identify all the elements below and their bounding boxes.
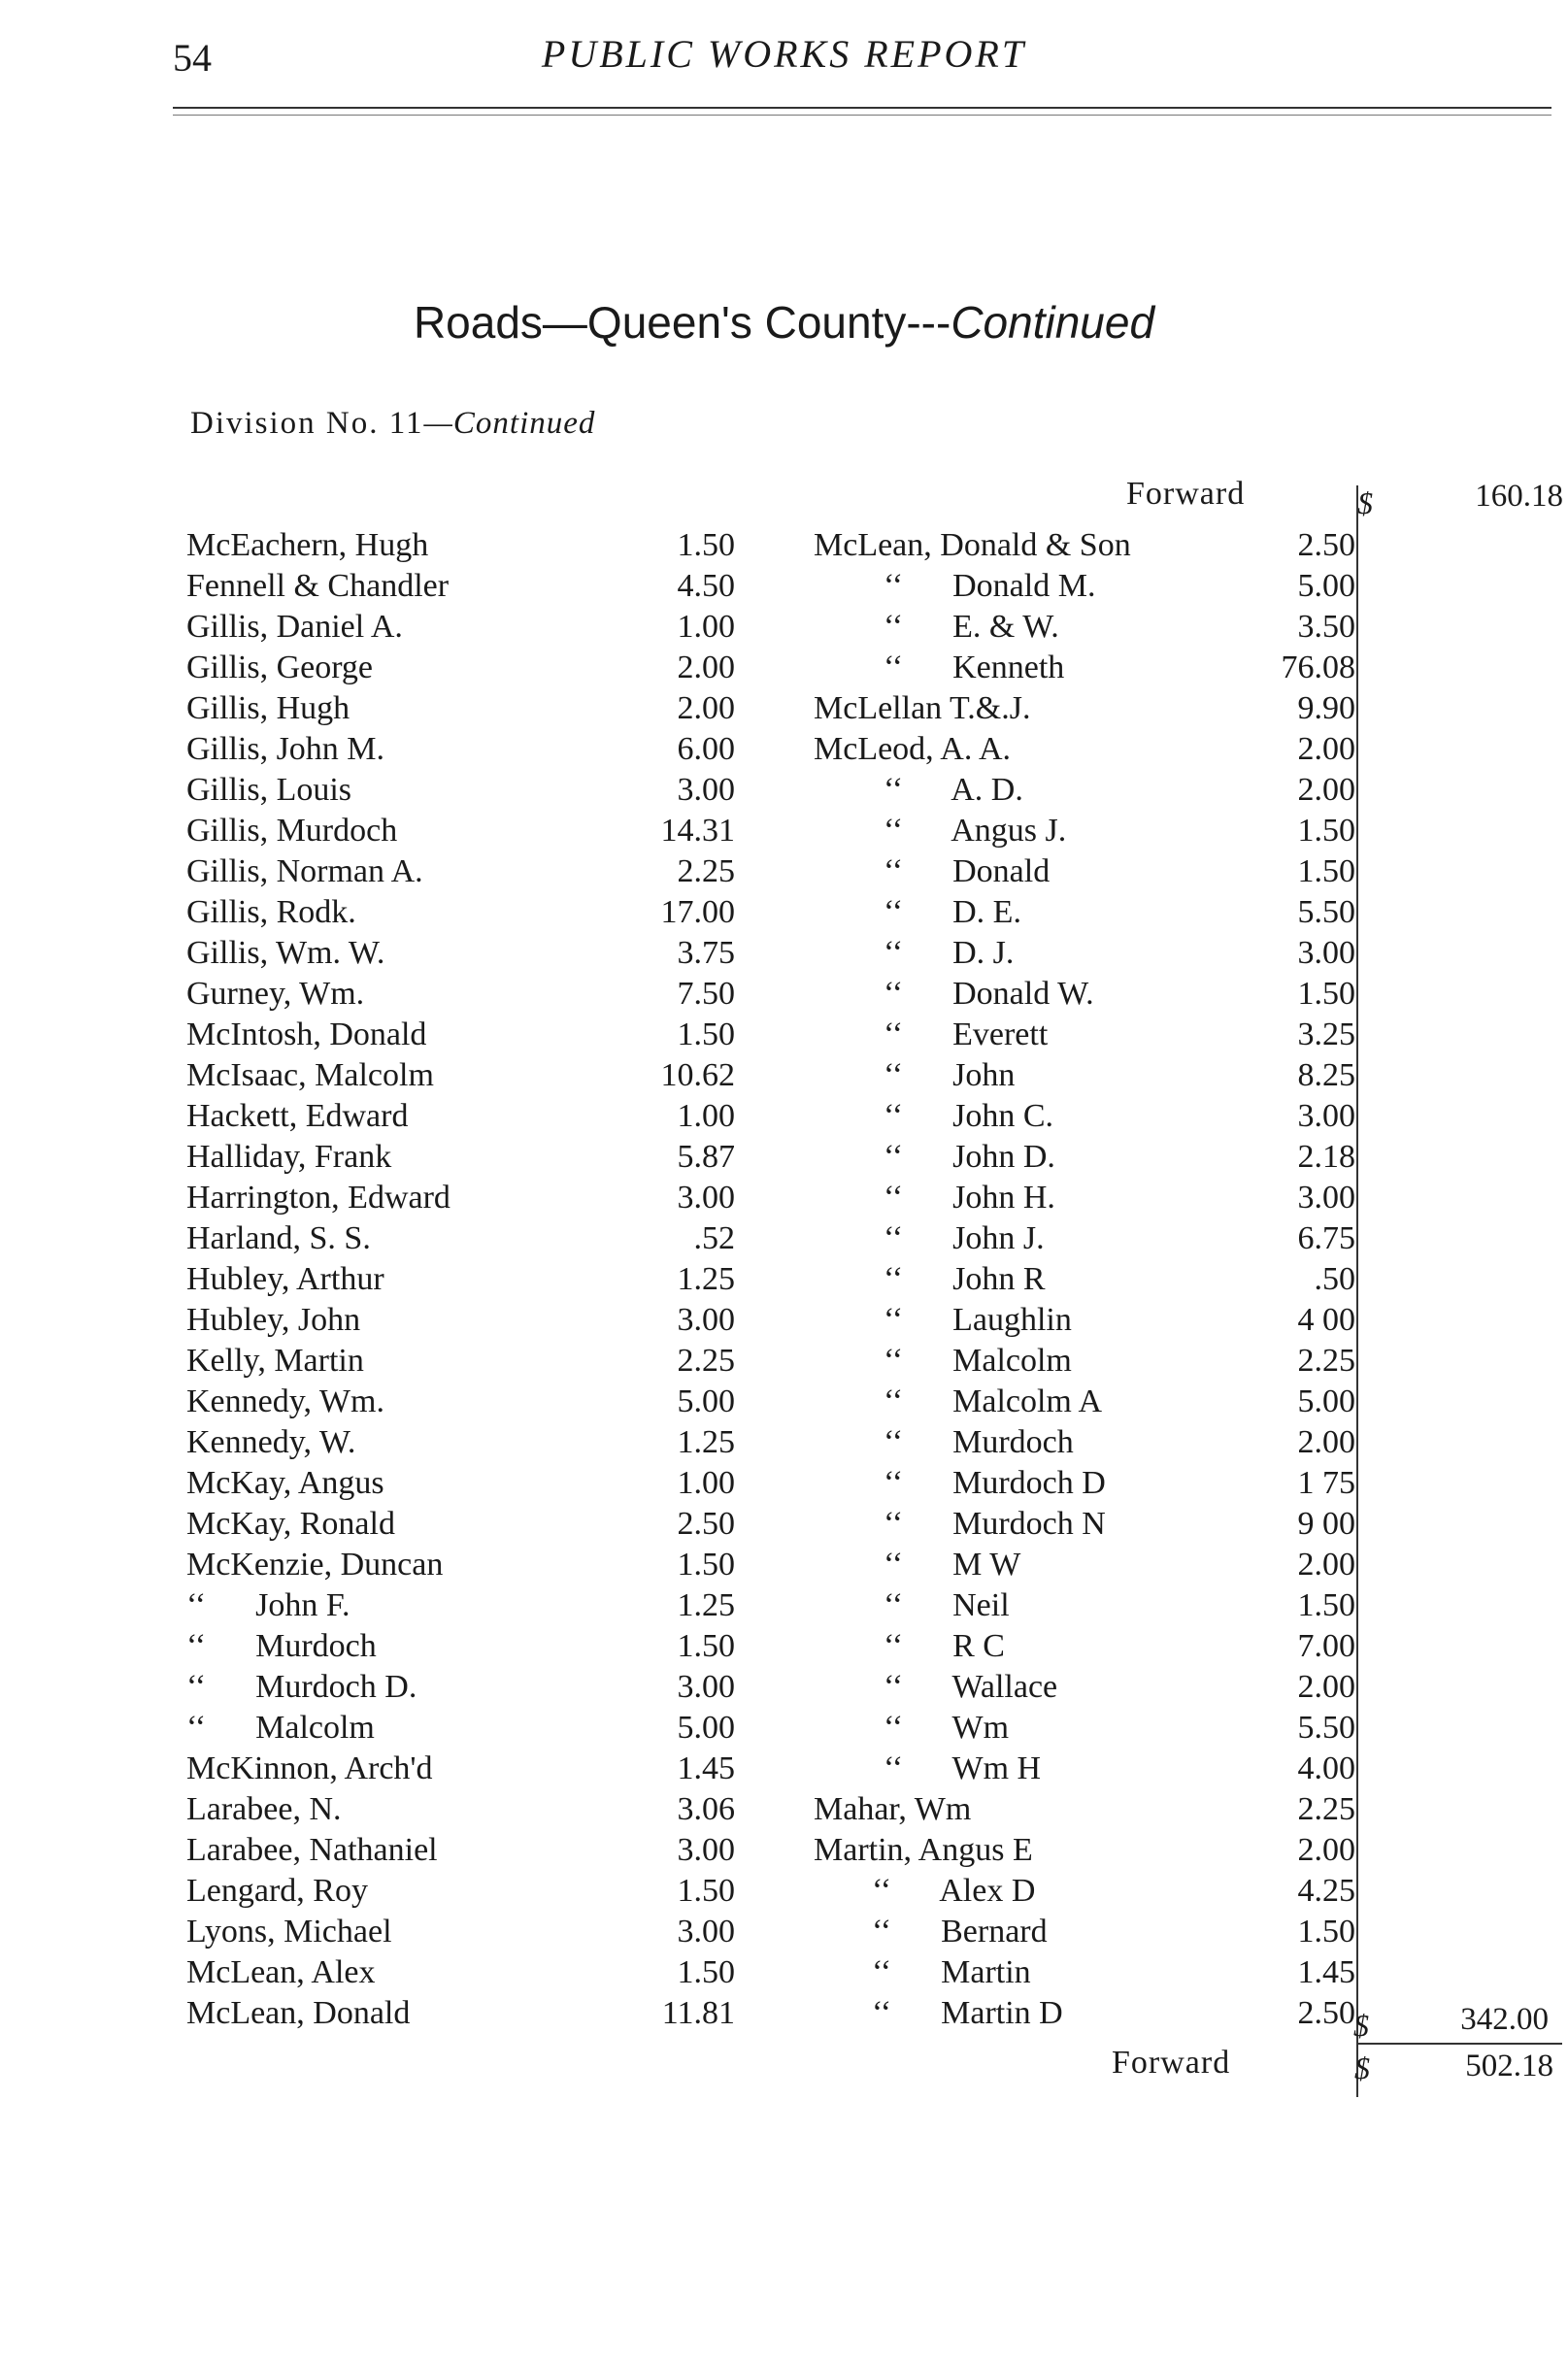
division-suffix: —Continued <box>423 406 596 441</box>
ledger-row <box>186 1993 745 2034</box>
entry-amount: 9.90 <box>1297 690 1355 726</box>
ledger-row <box>186 1422 745 1463</box>
entry-amount: 11.81 <box>661 1995 735 2031</box>
entry-amount: 2.25 <box>677 1343 735 1379</box>
entry-name: McEachern, Hugh <box>186 527 429 563</box>
forward-dollar: $ <box>1357 485 1373 520</box>
ledger-row <box>186 607 745 648</box>
entry-amount: 2.25 <box>1297 1791 1355 1827</box>
entry-amount: 1.50 <box>1297 853 1355 889</box>
entry-name: ‘‘ A. D. <box>884 772 1023 808</box>
ledger-row <box>814 811 1355 851</box>
entry-amount: 5.00 <box>677 1383 735 1419</box>
entry-name: Gillis, John M. <box>186 731 385 767</box>
ledger-row <box>814 1749 1355 1789</box>
entry-amount: 1.00 <box>677 609 735 645</box>
entry-amount: 4.00 <box>1297 1750 1355 1786</box>
ledger-row <box>814 1463 1355 1504</box>
entry-amount: 76.08 <box>1281 650 1355 685</box>
title-continued: Continued <box>951 297 1155 348</box>
ledger-row <box>186 1952 745 1993</box>
ledger-row <box>186 1137 745 1178</box>
entry-name: McKinnon, Arch'd <box>186 1750 433 1786</box>
ledger-row <box>186 1830 745 1871</box>
entry-amount: 3.50 <box>1297 609 1355 645</box>
entry-name: ‘‘ John R <box>884 1261 1046 1297</box>
right-column-list <box>814 525 1355 2034</box>
header-rule <box>173 107 1551 109</box>
ledger-row <box>814 1218 1355 1259</box>
ledger-row <box>814 1871 1355 1912</box>
ledger-row <box>814 770 1355 811</box>
ledger-row <box>186 688 745 729</box>
entry-amount: 2.25 <box>1297 1343 1355 1379</box>
entry-amount: 3.00 <box>677 1669 735 1705</box>
ledger-row <box>814 1789 1355 1830</box>
ledger-row <box>186 729 745 770</box>
ledger-row <box>814 607 1355 648</box>
entry-name: ‘‘ D. E. <box>884 894 1021 930</box>
entry-amount: 1.50 <box>677 1873 735 1909</box>
subtotal-amount: 342.00 <box>1460 2002 1549 2037</box>
entry-name: ‘‘ E. & W. <box>884 609 1059 645</box>
entry-name: McIsaac, Malcolm <box>186 1057 434 1093</box>
entry-amount: 7.50 <box>677 976 735 1012</box>
entry-amount: 5.00 <box>677 1710 735 1746</box>
entry-amount: 1.50 <box>1297 1914 1355 1949</box>
entry-name: ‘‘ Alex D <box>872 1873 1036 1909</box>
entry-amount: 4 00 <box>1297 1302 1355 1338</box>
entry-amount: 3.75 <box>677 935 735 971</box>
ledger-row <box>186 1300 745 1341</box>
entry-name: Gurney, Wm. <box>186 976 365 1012</box>
entry-amount: 5.00 <box>1297 568 1355 604</box>
entry-name: ‘‘ M W <box>884 1547 1021 1583</box>
entry-name: ‘‘ Murdoch D <box>884 1465 1106 1501</box>
ledger-row <box>186 1218 745 1259</box>
entry-amount: 2.00 <box>1297 1424 1355 1460</box>
entry-amount: 2.25 <box>677 853 735 889</box>
entry-name: Gillis, Louis <box>186 772 352 808</box>
entry-amount: 1 75 <box>1297 1465 1355 1501</box>
ledger-row <box>186 525 745 566</box>
entry-name: ‘‘ John C. <box>884 1098 1054 1134</box>
running-title: PUBLIC WORKS REPORT <box>541 32 1027 76</box>
entry-amount: 2.00 <box>1297 731 1355 767</box>
entry-amount: .52 <box>693 1220 735 1256</box>
entry-name: ‘‘ Everett <box>884 1016 1049 1052</box>
entry-name: ‘‘ John D. <box>884 1139 1055 1175</box>
entry-name: ‘‘ Wallace <box>884 1669 1058 1705</box>
ledger-row <box>814 851 1355 892</box>
ledger-row <box>814 1708 1355 1749</box>
ledger-row <box>186 1055 745 1096</box>
division-label: Division No <box>190 406 370 441</box>
entry-amount: 5.50 <box>1297 894 1355 930</box>
entry-name: Lyons, Michael <box>186 1914 392 1949</box>
entry-amount: 1.50 <box>1297 813 1355 849</box>
entry-name: Gillis, Murdoch <box>186 813 398 849</box>
subtotal-dollar: $ <box>1353 2008 1369 2043</box>
entry-amount: 8.25 <box>1297 1057 1355 1093</box>
entry-name: Harland, S. S. <box>186 1220 371 1256</box>
ledger-row <box>186 1259 745 1300</box>
entry-name: Halliday, Frank <box>186 1139 392 1175</box>
entry-amount: 2.00 <box>1297 1547 1355 1583</box>
entry-amount: 2.50 <box>677 1506 735 1542</box>
entry-name: ‘‘ Neil <box>884 1587 1010 1623</box>
ledger-row <box>186 1789 745 1830</box>
entry-name: ‘‘ Donald W. <box>884 976 1094 1012</box>
entry-amount: 1.25 <box>677 1261 735 1297</box>
ledger-row <box>814 1585 1355 1626</box>
ledger-row <box>186 1178 745 1218</box>
ledger-row <box>814 1504 1355 1545</box>
entry-name: ‘‘ Malcolm <box>186 1710 375 1746</box>
ledger-row <box>814 933 1355 974</box>
ledger-row <box>814 1178 1355 1218</box>
entry-amount: 3.00 <box>677 1832 735 1868</box>
entry-amount: 2.18 <box>1297 1139 1355 1175</box>
entry-amount: 2.00 <box>1297 1669 1355 1705</box>
entry-name: Lengard, Roy <box>186 1873 368 1909</box>
entry-amount: 5.87 <box>677 1139 735 1175</box>
page-title <box>0 296 1568 349</box>
entry-amount: 1.50 <box>1297 1587 1355 1623</box>
ledger-row <box>814 892 1355 933</box>
entry-name: ‘‘ Angus J. <box>884 813 1067 849</box>
total-forward-label: Forward <box>1112 2045 1231 2081</box>
entry-amount: 1.50 <box>1297 976 1355 1012</box>
ledger-row <box>186 1341 745 1382</box>
ledger-row <box>186 1749 745 1789</box>
entry-name: McLean, Donald & Son <box>814 527 1131 563</box>
entry-name: ‘‘ Bernard <box>872 1914 1048 1949</box>
ledger-row <box>186 566 745 607</box>
ledger-row <box>814 1830 1355 1871</box>
entry-amount: 2.00 <box>677 650 735 685</box>
entry-name: Kelly, Martin <box>186 1343 364 1379</box>
entry-amount: 9 00 <box>1297 1506 1355 1542</box>
entry-amount: 4.50 <box>677 568 735 604</box>
entry-amount: 1.45 <box>677 1750 735 1786</box>
entry-name: ‘‘ Martin <box>872 1954 1031 1990</box>
entry-amount: 1.50 <box>677 1954 735 1990</box>
entry-amount: 1.50 <box>677 1547 735 1583</box>
ledger-row <box>814 1545 1355 1585</box>
entry-name: ‘‘ Kenneth <box>884 650 1065 685</box>
forward-label: Forward <box>1126 476 1246 512</box>
entry-amount: 5.00 <box>1297 1383 1355 1419</box>
ledger-row <box>814 1993 1355 2034</box>
forward-amount: 160.18 <box>1475 479 1563 514</box>
entry-name: Larabee, N. <box>186 1791 342 1827</box>
entry-amount: 1.45 <box>1297 1954 1355 1990</box>
entry-amount: 1.25 <box>677 1587 735 1623</box>
ledger-row <box>186 1015 745 1055</box>
entry-name: ‘‘ Murdoch D. <box>186 1669 417 1705</box>
entry-name: ‘‘ Wm <box>884 1710 1010 1746</box>
entry-amount: 3.00 <box>1297 1098 1355 1134</box>
ledger-row <box>814 648 1355 688</box>
entry-amount: 2.50 <box>1297 1995 1355 2031</box>
ledger-row <box>814 1422 1355 1463</box>
entry-name: McKenzie, Duncan <box>186 1547 444 1583</box>
entry-amount: 1.25 <box>677 1424 735 1460</box>
entry-amount: 3.00 <box>677 1914 735 1949</box>
ledger-row <box>814 1259 1355 1300</box>
ledger-row <box>186 1504 745 1545</box>
entry-amount: 6.00 <box>677 731 735 767</box>
entry-amount: 5.50 <box>1297 1710 1355 1746</box>
entry-name: Kennedy, W. <box>186 1424 356 1460</box>
header-rule-thin <box>173 115 1551 116</box>
entry-amount: 2.00 <box>677 690 735 726</box>
entry-name: Hubley, Arthur <box>186 1261 384 1297</box>
ledger-row <box>186 648 745 688</box>
entry-name: ‘‘ R C <box>884 1628 1005 1664</box>
ledger-row <box>186 1871 745 1912</box>
entry-name: ‘‘ Donald M. <box>884 568 1096 604</box>
entry-name: McIntosh, Donald <box>186 1016 427 1052</box>
entry-name: ‘‘ Martin D <box>872 1995 1063 2031</box>
entry-name: Larabee, Nathaniel <box>186 1832 438 1868</box>
entry-amount: 3.00 <box>1297 1180 1355 1216</box>
ledger-row <box>814 974 1355 1015</box>
entry-amount: 3.00 <box>677 772 735 808</box>
ledger-row <box>814 1137 1355 1178</box>
ledger-row <box>186 892 745 933</box>
entry-amount: 2.00 <box>1297 772 1355 808</box>
ledger-row <box>186 933 745 974</box>
ledger-row <box>814 1667 1355 1708</box>
ledger-row <box>814 525 1355 566</box>
ledger-row <box>186 1545 745 1585</box>
ledger-row <box>186 1382 745 1422</box>
entry-name: Gillis, Daniel A. <box>186 609 403 645</box>
entry-amount: 10.62 <box>660 1057 735 1093</box>
ledger-row <box>814 566 1355 607</box>
ledger-row <box>186 1708 745 1749</box>
entry-name: ‘‘ John F. <box>186 1587 350 1623</box>
entry-name: ‘‘ Wm H <box>884 1750 1042 1786</box>
title-main: Roads—Queen's County--- <box>413 297 951 348</box>
entry-name: Harrington, Edward <box>186 1180 450 1216</box>
entry-amount: 1.00 <box>677 1465 735 1501</box>
entry-amount: 2.00 <box>1297 1832 1355 1868</box>
entry-amount: 3.00 <box>1297 935 1355 971</box>
entry-name: Gillis, Norman A. <box>186 853 423 889</box>
total-dollar: $ <box>1354 2050 1370 2085</box>
entry-amount: 14.31 <box>660 813 735 849</box>
ledger-row <box>186 1585 745 1626</box>
entry-amount: 3.25 <box>1297 1016 1355 1052</box>
entry-name: Hackett, Edward <box>186 1098 409 1134</box>
entry-amount: 7.00 <box>1297 1628 1355 1664</box>
ledger-row <box>186 1096 745 1137</box>
entry-name: ‘‘ Malcolm A <box>884 1383 1103 1419</box>
entry-name: Gillis, George <box>186 650 374 685</box>
ledger-row <box>814 1952 1355 1993</box>
entry-name: ‘‘ John <box>884 1057 1016 1093</box>
ledger-row <box>814 1341 1355 1382</box>
entry-amount: 3.00 <box>677 1302 735 1338</box>
entry-name: ‘‘ Malcolm <box>884 1343 1072 1379</box>
ledger-row <box>186 811 745 851</box>
entry-name: McKay, Angus <box>186 1465 384 1501</box>
division-heading: Division No. 11—Continued <box>190 406 596 441</box>
entry-name: Gillis, Hugh <box>186 690 350 726</box>
ledger-row <box>814 1096 1355 1137</box>
entry-name: McLeod, A. A. <box>814 731 1012 767</box>
entry-amount: 1.50 <box>677 1016 735 1052</box>
ledger-row <box>814 1382 1355 1422</box>
page-number: 54 <box>173 36 212 80</box>
ledger-row <box>186 851 745 892</box>
entry-amount: 1.50 <box>677 527 735 563</box>
entry-name: McLellan T.&.J. <box>814 690 1031 726</box>
entry-name: ‘‘ Donald <box>884 853 1051 889</box>
entry-amount: 6.75 <box>1297 1220 1355 1256</box>
entry-name: Gillis, Wm. W. <box>186 935 385 971</box>
entry-name: ‘‘ Laughlin <box>884 1302 1072 1338</box>
entry-name: ‘‘ Murdoch <box>884 1424 1074 1460</box>
ledger-row <box>186 770 745 811</box>
entry-amount: 2.50 <box>1297 527 1355 563</box>
entry-name: Gillis, Rodk. <box>186 894 356 930</box>
ledger-row <box>814 1300 1355 1341</box>
left-column-list <box>186 525 745 2034</box>
entry-name: ‘‘ John H. <box>884 1180 1055 1216</box>
entry-name: McLean, Donald <box>186 1995 411 2031</box>
entry-name: McKay, Ronald <box>186 1506 395 1542</box>
entry-amount: 1.00 <box>677 1098 735 1134</box>
entry-amount: 4.25 <box>1297 1873 1355 1909</box>
total-amount: 502.18 <box>1465 2049 1553 2083</box>
ledger-row <box>186 1667 745 1708</box>
entry-name: Fennell & Chandler <box>186 568 450 604</box>
ledger-row <box>186 974 745 1015</box>
entry-amount: .50 <box>1314 1261 1355 1297</box>
ledger-row <box>814 1626 1355 1667</box>
ledger-row <box>814 1055 1355 1096</box>
entry-name: Martin, Angus E <box>814 1832 1033 1868</box>
entry-amount: 3.06 <box>677 1791 735 1827</box>
entry-name: Kennedy, Wm. <box>186 1383 384 1419</box>
entry-amount: 1.50 <box>677 1628 735 1664</box>
ledger-row <box>186 1626 745 1667</box>
entry-name: ‘‘ Murdoch N <box>884 1506 1106 1542</box>
ledger-row <box>814 729 1355 770</box>
sum-rule <box>1356 2043 1562 2045</box>
entry-name: Hubley, John <box>186 1302 361 1338</box>
entry-name: ‘‘ Murdoch <box>186 1628 377 1664</box>
ledger-row <box>186 1463 745 1504</box>
entry-name: McLean, Alex <box>186 1954 376 1990</box>
division-number: 11 <box>388 406 424 441</box>
entry-name: Mahar, Wm <box>814 1791 972 1827</box>
ledger-row <box>186 1912 745 1952</box>
column-divider <box>1356 485 1358 2097</box>
entry-name: ‘‘ D. J. <box>884 935 1015 971</box>
entry-amount: 17.00 <box>660 894 735 930</box>
ledger-row <box>814 688 1355 729</box>
ledger-row <box>814 1912 1355 1952</box>
entry-name: ‘‘ John J. <box>884 1220 1045 1256</box>
ledger-row <box>814 1015 1355 1055</box>
entry-amount: 3.00 <box>677 1180 735 1216</box>
